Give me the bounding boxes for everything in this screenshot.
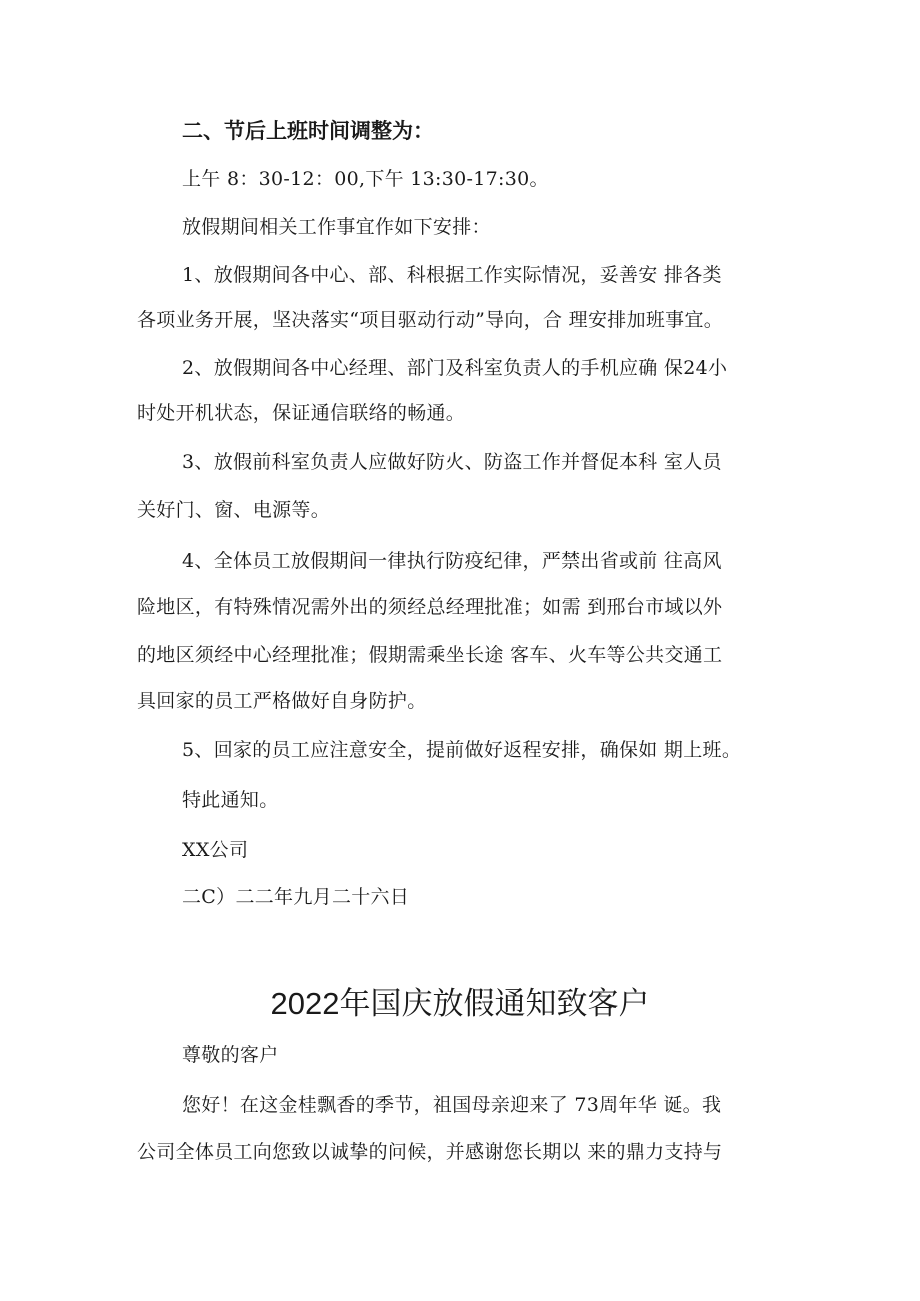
salutation: 尊敬的客户 xyxy=(182,1044,279,1066)
body-line-2: 公司全体员工向您致以诚挚的问候，并感谢您长期以 来的鼎力支持与 xyxy=(137,1141,723,1163)
item-4-line-3: 的地区须经中心经理批准；假期需乘坐长途 客车、火车等公共交通工 xyxy=(137,644,723,666)
item-1-line-1: 1、放假期间各中心、部、科根据工作实际情况，妥善安 排各类 xyxy=(182,264,722,286)
item-3-line-1: 3、放假前科室负责人应做好防火、防盗工作并督促本科 室人员 xyxy=(182,451,722,473)
notice-date: 二C）二二年九月二十六日 xyxy=(182,886,410,908)
item-1-line-2: 各项业务开展，坚决落实“项目驱动行动”导向，合 理安排加班事宜。 xyxy=(137,309,724,331)
item-2-line-1: 2、放假期间各中心经理、部门及科室负责人的手机应确 保24小 xyxy=(182,357,728,379)
body-line-1: 您好！在这金桂飘香的季节，祖国母亲迎来了 73周年华 诞。我 xyxy=(182,1094,722,1116)
section-heading: 二、节后上班时间调整为： xyxy=(182,119,434,143)
work-hours-text: 上午 8：30-12：00,下午 13:30-17:30。 xyxy=(182,168,549,190)
item-4-line-1: 4、全体员工放假期间一律执行防疫纪律，严禁出省或前 往高风 xyxy=(182,550,722,572)
item-3-line-2: 关好门、窗、电源等。 xyxy=(137,499,331,521)
closing-text: 特此通知。 xyxy=(182,789,279,811)
item-4-line-4: 具回家的员工严格做好自身防护。 xyxy=(137,690,427,712)
item-4-line-2: 险地区，有特殊情况需外出的须经总经理批准；如需 到邢台市域以外 xyxy=(137,596,723,618)
item-5-line-1: 5、回家的员工应注意安全，提前做好返程安排，确保如 期上班。 xyxy=(182,739,742,761)
arrangement-intro: 放假期间相关工作事宜作如下安排： xyxy=(182,216,491,238)
document-title: 2022年国庆放假通知致客户 xyxy=(270,986,650,1021)
company-name: XX公司 xyxy=(182,839,249,861)
item-2-line-2: 时处开机状态，保证通信联络的畅通。 xyxy=(137,402,466,424)
